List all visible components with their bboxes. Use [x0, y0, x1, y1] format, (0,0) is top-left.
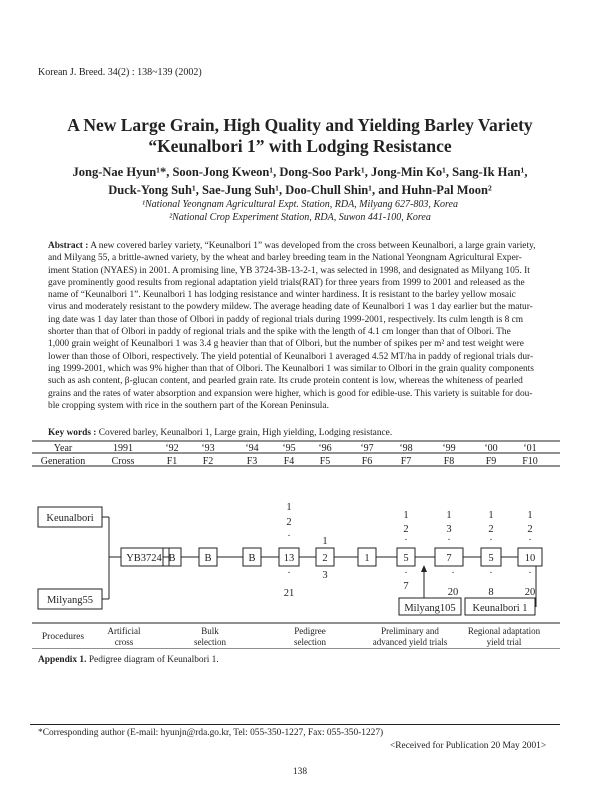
year-cell: ‘95 [282, 443, 296, 454]
caption-text: Pedigree diagram of Keunalbori 1. [88, 655, 219, 665]
abstract-line: name of “Keunalbori 1”. Keunalbori 1 has lodging resistance and winter hardiness. It is resistant to the barley yellow mosaic [48, 290, 516, 301]
line-number: 1 [446, 510, 452, 521]
line-number: 1 [403, 510, 409, 521]
milyang105-label: Milyang105 [404, 603, 456, 614]
year-cell: ‘96 [318, 443, 332, 454]
line-count: 20 [524, 587, 536, 598]
box-label: B [204, 553, 212, 564]
generation-cell: F2 [202, 456, 214, 467]
line-count: 21 [283, 588, 295, 599]
year-cell: ‘98 [399, 443, 413, 454]
year-cell: ‘01 [523, 443, 537, 454]
line-number: 3 [446, 524, 452, 535]
generation-cell: F10 [522, 456, 538, 467]
box-label: 7 [446, 553, 452, 564]
abstract-line: ing date was 1 day later than those of Olbori in paddy of regional trials during 1999-2001, respectively. Its culm length is 8 cm [48, 314, 524, 325]
year-cell: 1991 [113, 443, 133, 454]
year-cell: ‘99 [442, 443, 456, 454]
generation-header: Generation [40, 456, 86, 467]
line-count: 8 [488, 587, 494, 598]
line-count: · [528, 568, 532, 579]
line-count: · [404, 568, 408, 579]
authors-line-2: Duck-Yong Suh¹, Sae-Jung Suh¹, Doo-Chull Shin¹, and Huhn-Pal Moon² [108, 183, 492, 197]
keywords-label: Key words : [48, 428, 97, 438]
keywords-text: Covered barley, Keunalbori 1, Large grain, High yielding, Lodging resistance. [98, 428, 393, 438]
procedure-regional-trial: Regional adaptation yield trial [467, 626, 541, 647]
authors-line-1: Jong-Nae Hyun¹*, Soon-Jong Kweon¹, Dong-Soo Park¹, Jong-Min Ko¹, Sang-Ik Han¹, [72, 165, 528, 179]
box-label: 5 [403, 553, 409, 564]
procedure-yield-trials: Preliminary and advanced yield trials [372, 626, 448, 647]
affiliation-2: ²National Crop Experiment Station, RDA, Suwon 441-100, Korea [169, 212, 431, 223]
generation-cell: Cross [111, 456, 135, 467]
procedures-header: Procedures [41, 632, 85, 642]
line-number: · [489, 535, 493, 546]
generation-cell: F4 [283, 456, 295, 467]
line-number: 2 [527, 524, 533, 535]
line-number: 2 [488, 524, 494, 535]
line-count: 3 [322, 570, 328, 581]
parent-milyang55: Milyang55 [46, 595, 94, 606]
line-number: 2 [403, 524, 409, 535]
line-count: 20 [447, 587, 459, 598]
generation-cell: F7 [400, 456, 412, 467]
year-cell: ‘97 [360, 443, 374, 454]
abstract-line: A new covered barley variety, “Keunalbori 1” was developed from the cross between Keunalbori, a large grain variety, [90, 241, 536, 251]
box-label: 5 [488, 553, 494, 564]
footnote-rule [30, 724, 560, 725]
line-count: · [451, 568, 455, 579]
abstract-line: gave prominently good results from regional adaptation yield trials(RAT) for three years from 1999 to 2001 and released as the [48, 277, 525, 288]
abstract-line: 1,000 grain weight of Keunalbori 1 was 3.4 g heavier than that of Olbori, but the number of spikes per m² and test weight were [48, 339, 524, 350]
generation-cell: F9 [485, 456, 497, 467]
variety-name-label: Keunalbori 1 [472, 603, 528, 614]
line-number: · [447, 535, 451, 546]
line-number: 1 [488, 510, 494, 521]
procedure-bulk-selection: Bulk selection [194, 626, 226, 647]
abstract [48, 240, 553, 412]
abstract-line: such as ash content, β-glucan content, and pearled grain rate. Its crude protein content is low, whereas the whiteness of pearled [48, 376, 523, 387]
received-date: <Received for Publication 20 May 2001> [390, 741, 547, 751]
line-number: · [528, 535, 532, 546]
author-list [40, 163, 560, 199]
box-label: 2 [322, 553, 328, 564]
generation-cell: F6 [361, 456, 373, 467]
line-number: 1 [322, 536, 328, 547]
line-number: · [287, 531, 291, 542]
abstract-line: lower than those of Olbori, respectively. The yield potential of Keunalbori 1 averaged 4.52 MT/ha in paddy of regional trials dur- [48, 351, 534, 362]
line-number: 1 [286, 502, 292, 513]
year-cell: ‘94 [245, 443, 259, 454]
line-number: 1 [527, 510, 533, 521]
title-line-2: “Keunalbori 1” with Lodging Resistance [148, 136, 452, 156]
generation-cell: F1 [166, 456, 178, 467]
line-count: · [287, 568, 291, 579]
procedure-artificial-cross: Artificial cross [107, 626, 141, 647]
paper-title [0, 115, 600, 157]
abstract-line: grains and the rates of water absorption and expansion were higher, which is good for edible-use. This variety is suitable for dou- [48, 388, 533, 399]
arrow-head [421, 565, 427, 572]
box-label: B [248, 553, 256, 564]
affiliation-1: ¹National Yeongnam Agricultural Expt. Station, RDA, Milyang 627-803, Korea [142, 199, 458, 210]
line-count: 7 [403, 581, 409, 592]
box-label: 13 [283, 553, 295, 564]
abstract-line: virus and moderately resistant to the powdery mildew. The average heading date of Keunalbori 1 was 1 day earlier but the matur- [48, 302, 533, 313]
box-label: 1 [364, 553, 370, 564]
pedigree-diagram [32, 437, 562, 649]
generation-cell: F8 [443, 456, 455, 467]
page-number: 138 [292, 767, 308, 777]
cross-box-label: YB3724 [126, 553, 162, 564]
year-cell: ‘00 [484, 443, 498, 454]
line-number: 2 [286, 517, 292, 528]
abstract-line: ing 1999-2001, which was 9% higher than that of Olbori. The Keunalbori 1 was similar to Olbori in the grain quality components [48, 363, 534, 374]
abstract-line: ble cropping system with rice in the southern part of the Korean Peninsula. [48, 400, 329, 411]
parent-keunalbori: Keunalbori [46, 513, 94, 524]
abstract-label: Abstract : [48, 241, 89, 251]
corresponding-author: *Corresponding author (E-mail: hyunjn@rda.go.kr, Tel: 055-350-1227, Fax: 055-350-1227) [38, 728, 384, 738]
abstract-line: shorter than that of Olbori in paddy of regional trials and the spike with the length of 4.1 cm longer than that of Olbori. The [48, 327, 511, 338]
line-count: · [489, 568, 493, 579]
generation-cell: F5 [319, 456, 331, 467]
affiliations [0, 198, 600, 224]
year-cell: ‘93 [201, 443, 215, 454]
figure-caption [38, 655, 219, 665]
year-header: Year [53, 443, 73, 454]
year-cell: ‘92 [165, 443, 179, 454]
procedure-pedigree-selection: Pedigree selection [294, 626, 326, 647]
box-label: 10 [524, 553, 536, 564]
title-line-1: A New Large Grain, High Quality and Yielding Barley Variety [67, 115, 533, 135]
abstract-line: and Milyang 55, a brittle-awned variety, by the wheat and barley breeding team in the National Yeongnam Agricultural Exper- [48, 253, 522, 264]
line-number: · [404, 535, 408, 546]
abstract-line: iment Station (NYAES) in 2001. A promising line, YB 3724-3B-13-2-1, was selected in 1998, and designated as Milyang 105. It [48, 265, 530, 276]
caption-label: Appendix 1. [38, 655, 87, 665]
journal-citation: Korean J. Breed. 34(2) : 138~139 (2002) [38, 67, 202, 78]
box-label: B [168, 553, 176, 564]
generation-cell: F3 [246, 456, 258, 467]
